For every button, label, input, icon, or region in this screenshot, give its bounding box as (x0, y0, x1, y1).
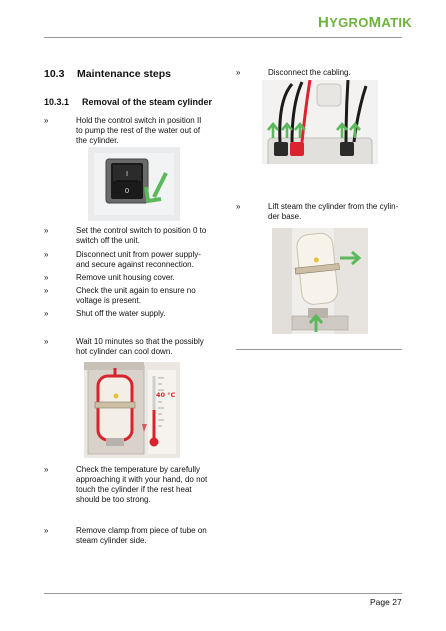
subsection-title: Removal of the steam cylinder (82, 97, 213, 107)
section-title: Maintenance steps (77, 68, 171, 80)
switch-label-0: 0 (124, 187, 130, 195)
subsection-heading (44, 97, 212, 107)
footer-rule (44, 593, 402, 594)
hot-cylinder-figure (84, 362, 180, 458)
right-column-rule (236, 349, 402, 350)
section-number: 10.3 (44, 68, 65, 80)
section-heading (44, 68, 171, 80)
lift-cylinder-figure (272, 228, 368, 334)
header-rule (44, 37, 402, 38)
switch-label-I: I (125, 170, 129, 178)
hygromatik-logo: HYGROMATIK (318, 14, 412, 31)
subsection-number: 10.3.1 (44, 97, 70, 107)
page-number: Page 27 (370, 597, 402, 607)
cabling-figure (262, 80, 378, 176)
temperature-label: 40 °C (156, 391, 176, 399)
control-switch-photo (88, 147, 180, 221)
